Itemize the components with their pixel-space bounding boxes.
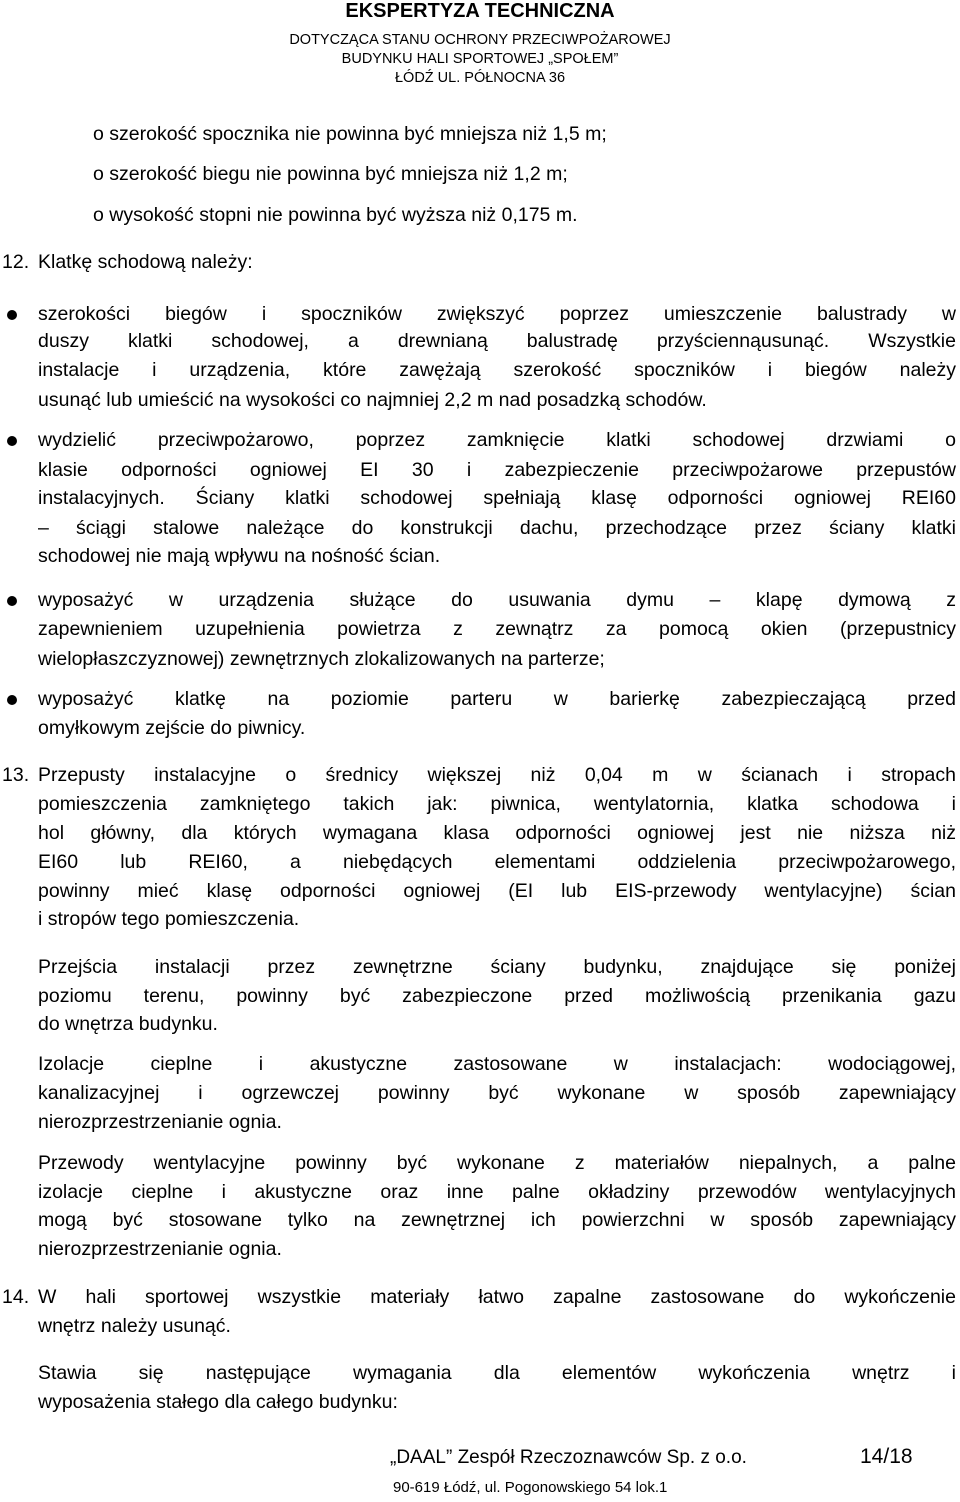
paragraph-line: Izolacje cieplne i akustyczne zastosowane w instalacjach: wodociągowej, [38, 1053, 956, 1075]
sub-item: o szerokość spocznika nie powinna być mniejsza niż 1,5 m; [93, 123, 607, 145]
paragraph-line: W hali sportowej wszystkie materiały łatwo zapalne zastosowane do wykończenie [38, 1286, 956, 1308]
header-subtitle-2: BUDYNKU HALI SPORTOWEJ „SPOŁEM” [341, 51, 619, 67]
footer-company: „DAAL” Zespół Rzeczoznawców Sp. z o.o. [390, 1447, 747, 1468]
item-12-text: Klatkę schodową należy: [38, 251, 253, 273]
bullet-icon [7, 596, 17, 606]
bullet-line: usunąć lub umieścić na wysokości co najmniej 2,2 m nad posadzką schodów. [38, 389, 707, 411]
item-number-14: 14. [2, 1286, 30, 1308]
bullet-icon [7, 436, 17, 446]
paragraph-line: Przejścia instalacji przez zewnętrzne ściany budynku, znajdujące się poniżej [38, 956, 956, 978]
bullet-line: – ściągi stalowe należące do konstrukcji dachu, przechodzące przez ściany klatki [38, 517, 956, 539]
bullet-line: wydzielić przeciwpożarowo, poprzez zamknięcie klatki schodowej drzwiami o [38, 429, 956, 451]
header-title: EKSPERTYZA TECHNICZNA [345, 0, 615, 22]
bullet-line: instalacyjnych. Ściany klatki schodowej spełniają klasę odporności ogniowej REI60 [38, 487, 956, 509]
bullet-line: duszy klatki schodowej, a drewnianą balustradę przyściennąusunąć. Wszystkie [38, 330, 956, 352]
sub-item: o wysokość stopni nie powinna być wyższa niż 0,175 m. [93, 204, 578, 226]
paragraph-line: nierozprzestrzenianie ognia. [38, 1111, 282, 1133]
paragraph-line: Przepusty instalacyjne o średnicy większej niż 0,04 m w ścianach i stropach [38, 764, 956, 786]
item-number-13: 13. [2, 764, 30, 786]
bullet-line: wielopłaszczyznowej) zewnętrznych zlokalizowanych na parterze; [38, 648, 605, 670]
paragraph-line: poziomu terenu, powinny być zabezpieczone przed możliwością przenikania gazu [38, 985, 956, 1007]
bullet-line: omyłkowym zejście do piwnicy. [38, 717, 306, 739]
header-subtitle-1: DOTYCZĄCA STANU OCHRONY PRZECIWPOŻAROWEJ [289, 32, 671, 48]
paragraph-line: pomieszczenia zamkniętego takich jak: piwnica, wentylatornia, klatka schodowa i [38, 793, 956, 815]
item-number-12: 12. [2, 251, 30, 273]
bullet-icon [7, 695, 17, 705]
bullet-line: instalacje i urządzenia, które zawężają szerokość spoczników i biegów należy [38, 359, 956, 381]
paragraph-line: hol główny, dla których wymagana klasa odporności ogniowej jest nie niższa niż [38, 822, 956, 844]
footer-address: 90-619 Łódź, ul. Pogonowskiego 54 lok.1 [393, 1479, 668, 1496]
paragraph-line: Przewody wentylacyjne powinny być wykonane z materiałów niepalnych, a palne [38, 1152, 956, 1174]
paragraph-line: mogą być stosowane tylko na zewnętrznej ich powierzchni w sposób zapewniający [38, 1209, 956, 1231]
bullet-line: zapewnieniem uzupełnienia powietrza z zewnątrz za pomocą okien (przepustnicy [38, 618, 956, 640]
paragraph-line: kanalizacyjnej i ogrzewczej powinny być wykonane w sposób zapewniający [38, 1082, 956, 1104]
paragraph-line: do wnętrza budynku. [38, 1013, 218, 1035]
bullet-line: szerokości biegów i spoczników zwiększyć poprzez umieszczenie balustrady w [38, 303, 956, 325]
paragraph-line: nierozprzestrzenianie ognia. [38, 1238, 282, 1260]
header-subtitle-3: ŁÓDŹ UL. PÓŁNOCNA 36 [394, 70, 566, 86]
bullet-line: klasie odporności ogniowej EI 30 i zabezpieczenie przeciwpożarowe przepustów [38, 459, 956, 481]
paragraph-line: wnętrz należy usunąć. [38, 1315, 231, 1337]
page-number: 14/18 [860, 1445, 913, 1468]
paragraph-line: EI60 lub REI60, a niebędących elementami oddzielenia przeciwpożarowego, [38, 851, 956, 873]
paragraph-line: i stropów tego pomieszczenia. [38, 908, 300, 930]
bullet-line: wyposażyć w urządzenia służące do usuwania dymu – klapę dymową z [38, 589, 956, 611]
bullet-line: wyposażyć klatkę na poziomie parteru w barierkę zabezpieczającą przed [38, 688, 956, 710]
bullet-icon [7, 310, 17, 320]
paragraph-line: powinny mieć klasę odporności ogniowej (EI lub EIS-przewody wentylacyjne) ścian [38, 880, 956, 902]
paragraph-line: Stawia się następujące wymagania dla elementów wykończenia wnętrz i [38, 1362, 956, 1384]
paragraph-line: wyposażenia stałego dla całego budynku: [38, 1391, 398, 1413]
paragraph-line: izolacje cieplne i akustyczne oraz inne palne okładziny przewodów wentylacyjnych [38, 1181, 956, 1203]
sub-item: o szerokość biegu nie powinna być mniejsza niż 1,2 m; [93, 163, 568, 185]
bullet-line: schodowej nie mają wpływu na nośność ścian. [38, 545, 441, 567]
